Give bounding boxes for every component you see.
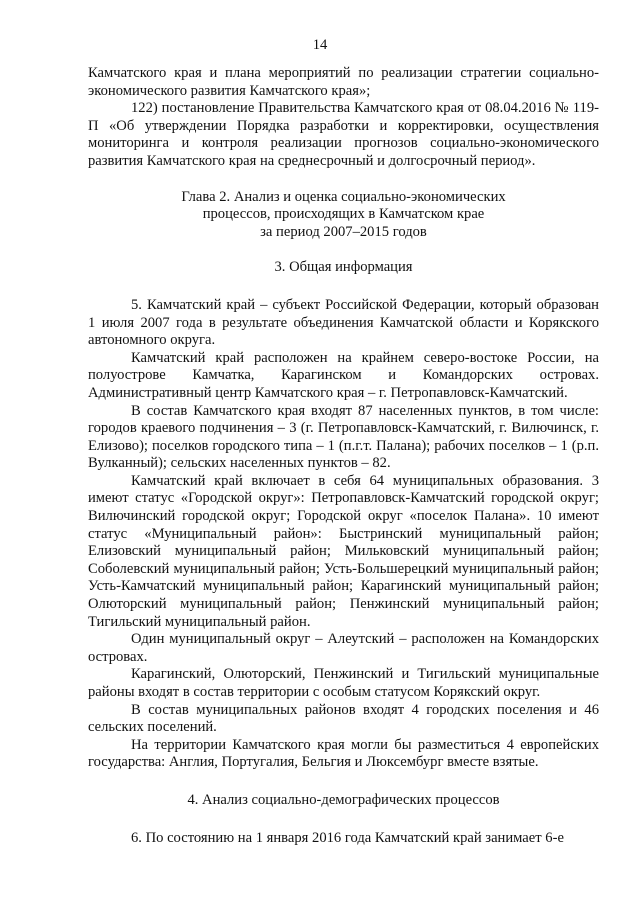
body-paragraph: Камчатский край расположен на крайнем северо-востоке России, на полуострове Камчатка, Карагинском и Командорских островах. Административный центр Камчатского края – г. Петропавловск-Камчатский. <box>88 349 599 401</box>
page-number: 14 <box>312 37 328 53</box>
body-paragraph: На территории Камчатского края могли бы разместиться 4 европейских государства: Англия, Португалия, Бельгия и Люксембург вместе взятые. <box>88 736 599 771</box>
body-paragraph: 6. По состоянию на 1 января 2016 года Камчатский край занимает 6-е <box>131 829 564 846</box>
chapter-heading-line: за период 2007–2015 годов <box>260 223 427 240</box>
body-paragraph: Карагинский, Олюторский, Пенжинский и Тигильский муниципальные районы входят в состав территории с особым статусом Корякский округ. <box>88 666 599 700</box>
intro-paragraph: Камчатского края и плана мероприятий по реализации стратегии социально-экономического развития Камчатского края»; <box>88 65 599 99</box>
body-paragraph: 5. Камчатский край – субъект Российской Федерации, который образован 1 июля 2007 года в результате объединения Камчатской области и Корякского автономного округа. <box>88 296 599 349</box>
intro-paragraph: 122) постановление Правительства Камчатского края от 08.04.2016 № 119-П «Об утверждении Порядка разработки и корректировки, осуществления мониторинга и контроля реализации прогнозов социально-экономического развития Камчатского края на среднесрочный и долгосрочный период». <box>88 100 599 169</box>
body-paragraph: В состав муниципальных районов входят 4 городских поселения и 46 сельских поселений. <box>88 701 599 736</box>
body-paragraph: Один муниципальный округ – Алеутский – расположен на Командорских островах. <box>88 631 599 665</box>
body-paragraph: Камчатский край включает в себя 64 муниципальных образования. 3 имеют статус «Городской округ»: Петропавловск-Камчатский городской округ; Вилючинский городской округ; Городской округ «поселок Палана». 10 имеют статус «Муниципальный район»: Быстринский муниципальный район; Елизовский муниципальный район; Мильковский муниципальный район; Соболевский муниципальный район; Усть-Большерецкий муниципальный район; Усть-Камчатский муниципальный район; Карагинский муниципальный район; Олюторский муниципальный район; Пенжинский муниципальный район; Тигильский муниципальный район. <box>88 472 599 630</box>
chapter-heading-line: процессов, происходящих в Камчатском крае <box>202 206 485 223</box>
document-body <box>88 65 599 847</box>
chapter-heading-line: Глава 2. Анализ и оценка социально-экономических <box>181 188 506 205</box>
section-title: 3. Общая информация <box>274 259 413 276</box>
section-title: 4. Анализ социально-демографических процессов <box>187 791 500 808</box>
body-paragraph: В состав Камчатского края входят 87 населенных пунктов, в том числе: городов краевого подчинения – 3 (г. Петропавловск-Камчатский, г. Вилючинск, г. Елизово); поселков городского типа – 1 (п.г.т. Палана); рабочих поселков – 1 (р.п. Вулканный); сельских населенных пунктов – 82. <box>88 402 599 472</box>
